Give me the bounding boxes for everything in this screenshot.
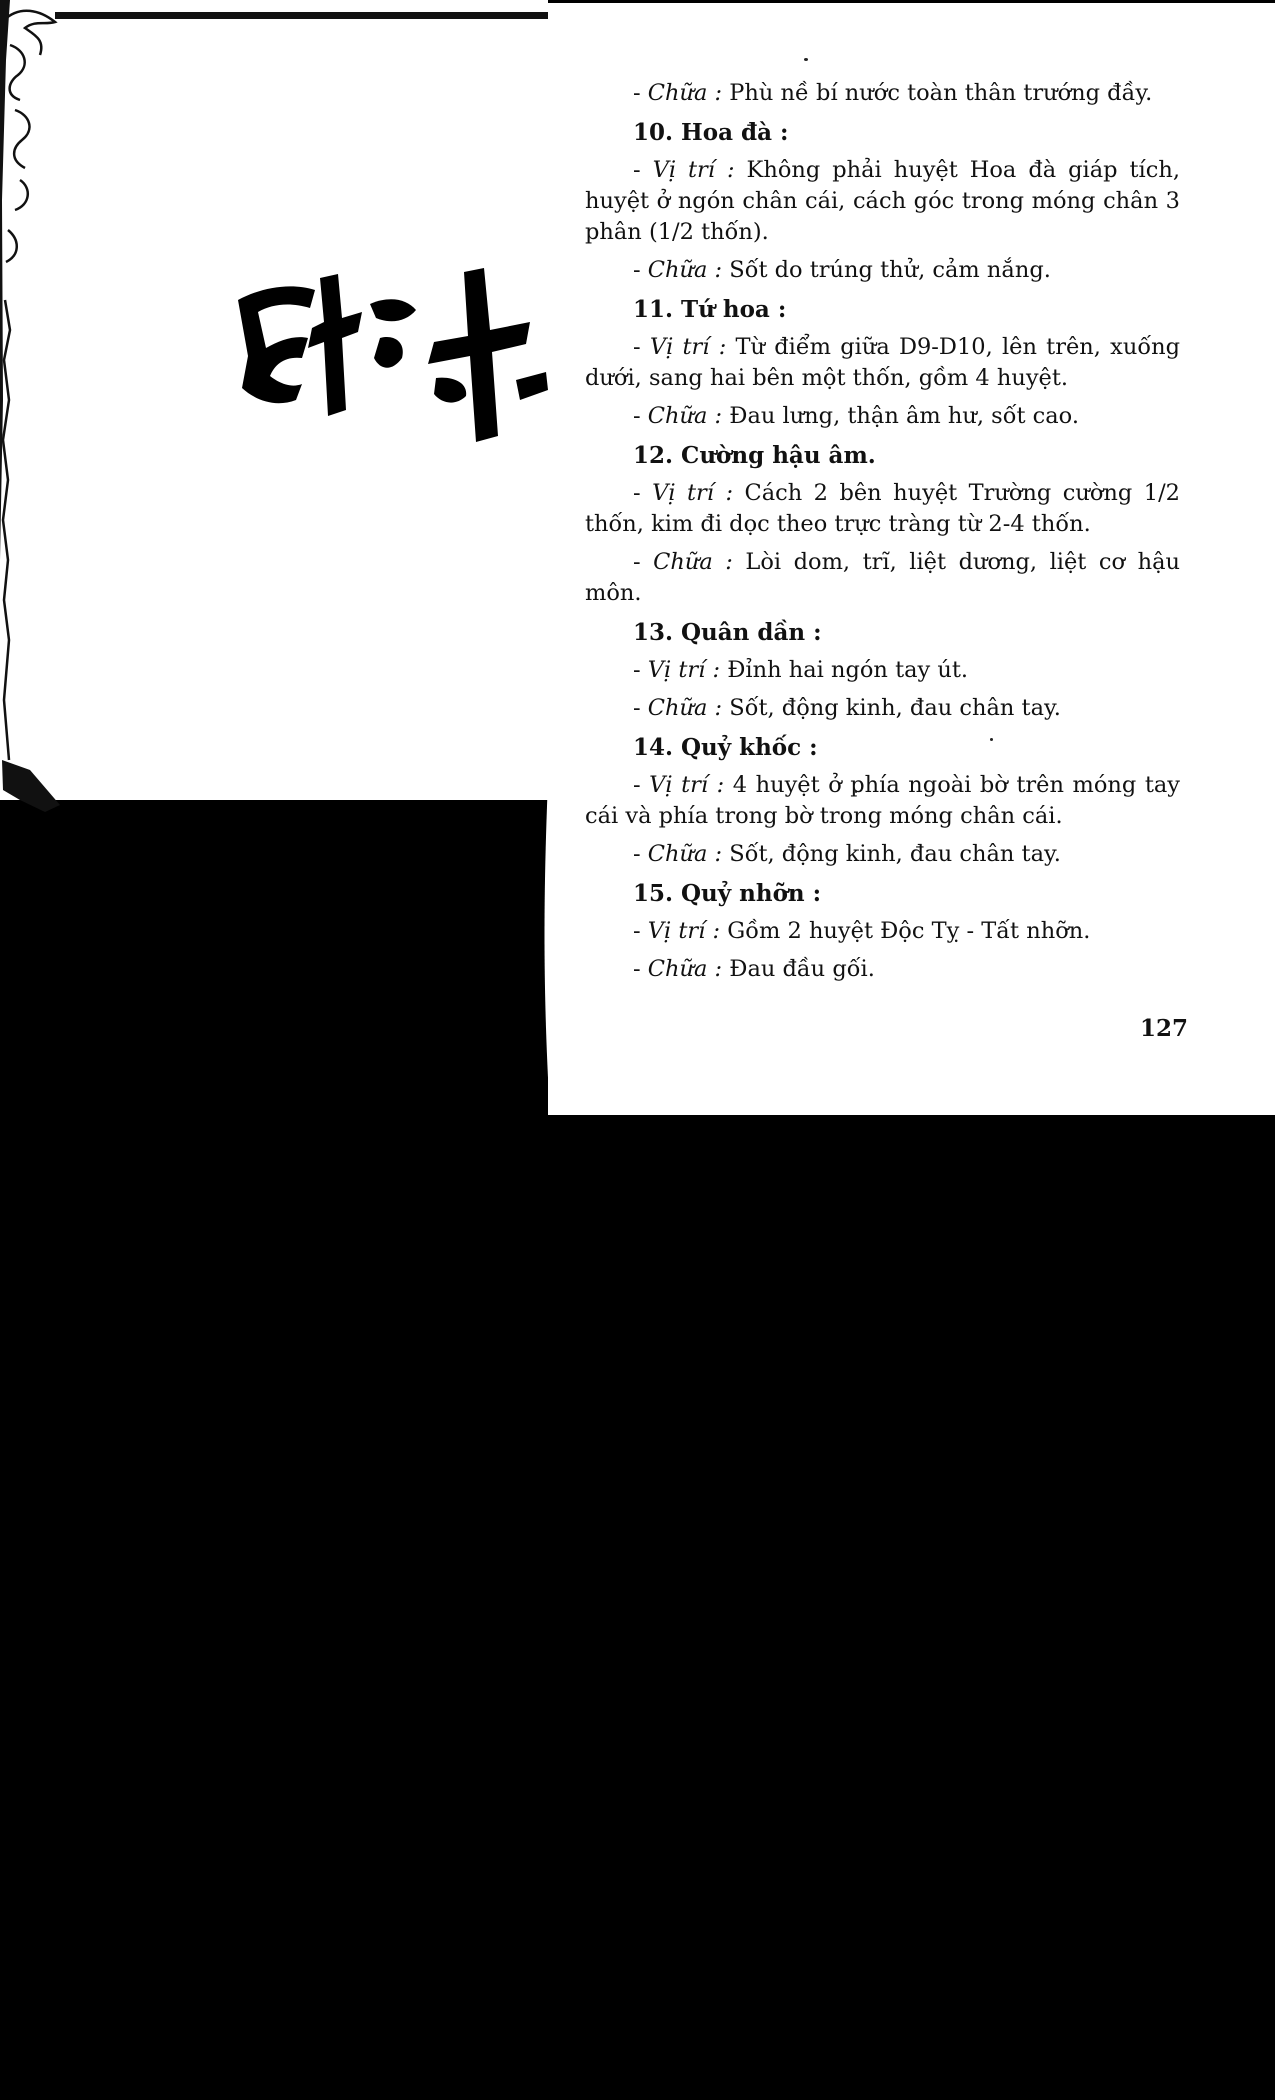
entry-11-heading: 11. Tứ hoa : — [633, 296, 787, 323]
entry-11-location: - Vị trí : Từ điểm giữa D9-D10, lên trên, xuống dưới, sang hai bên một thốn, gồm 4 huyệt. — [585, 334, 1180, 391]
entry-13-location: - Vị trí : Đỉnh hai ngón tay út. — [633, 657, 969, 683]
entry-13-treatment: - Chữa : Sốt, động kinh, đau chân tay. — [633, 695, 1061, 721]
entry-15-location: - Vị trí : Gồm 2 huyệt Độc Tỵ - Tất nhỡn. — [633, 918, 1091, 944]
entry-14-treatment: - Chữa : Sốt, động kinh, đau chân tay. — [633, 841, 1061, 867]
entry-15-heading: 15. Quỷ nhỡn : — [633, 880, 822, 907]
entry-13-heading: 13. Quân dần : — [633, 619, 822, 646]
entry-12-location: - Vị trí : Cách 2 bên huyệt Trường cường 1/2 thốn, kim đi dọc theo trực tràng từ 2-4 thốn. — [585, 480, 1180, 537]
page-text — [585, 78, 1180, 992]
top-rule — [55, 12, 595, 19]
entry-14-location: - Vị trí : 4 huyệt ở phía ngoài bờ trên móng tay cái và phía trong bờ trong móng chân cái. — [585, 772, 1180, 829]
entry-14-heading: 14. Quỷ khốc : — [633, 734, 818, 761]
entry-15-treatment: - Chữa : Đau đầu gối. — [633, 956, 875, 982]
calligraphy-seal — [230, 260, 550, 450]
scan-speck — [804, 58, 808, 61]
entry-11-treatment: - Chữa : Đau lưng, thận âm hư, sốt cao. — [633, 403, 1079, 429]
entry-10-heading: 10. Hoa đà : — [633, 119, 789, 146]
entry-10-treatment: - Chữa : Sốt do trúng thử, cảm nắng. — [633, 257, 1051, 283]
page-edge-curl — [538, 780, 558, 1120]
corner-ornament — [0, 0, 70, 820]
entry-12-treatment: - Chữa : Lòi dom, trĩ, liệt dương, liệt cơ hậu môn. — [585, 549, 1180, 606]
entry-10-location: - Vị trí : Không phải huyệt Hoa đà giáp tích, huyệt ở ngón chân cái, cách góc trong móng chân 3 phân (1/2 thốn). — [585, 157, 1180, 245]
entry-12-heading: 12. Cường hậu âm. — [633, 442, 876, 469]
page-number: 127 — [1140, 1015, 1189, 1042]
entry-9-treatment: - Chữa : Phù nề bí nước toàn thân trướng đầy. — [633, 80, 1153, 106]
